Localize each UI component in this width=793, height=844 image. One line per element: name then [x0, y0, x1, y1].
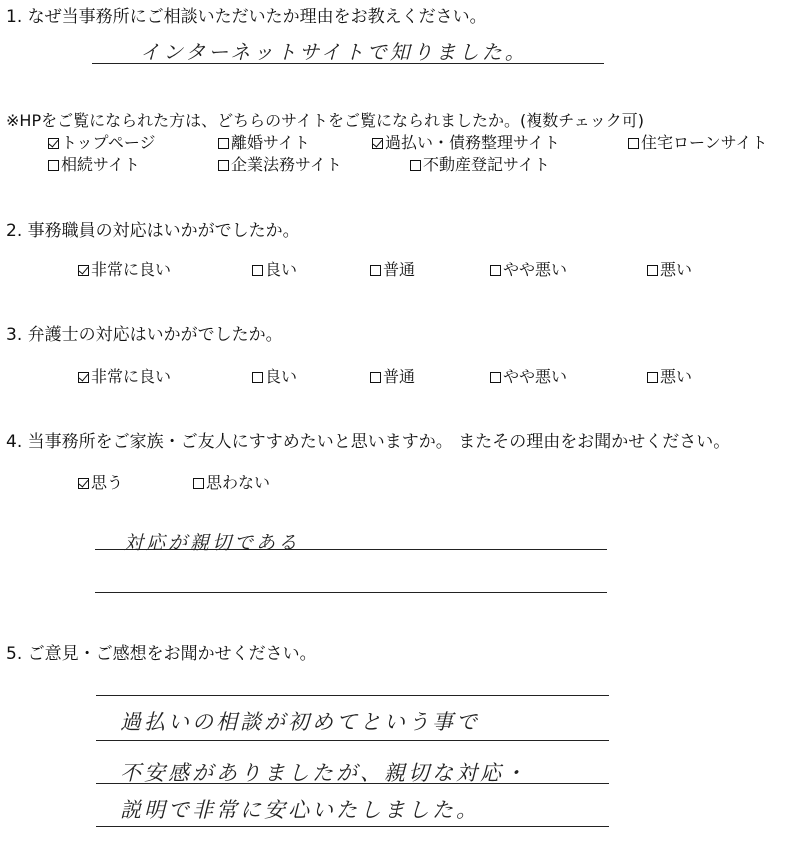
q3-option-average[interactable] [370, 364, 415, 387]
q4-question: 4. 当事務所をご家族・ご友人にすすめたいと思いますか。 またその理由をお聞かせください。 [6, 432, 731, 452]
hp-question: ※HPをご覧になられた方は、どちらのサイトをご覧になられましたか。(複数チェック可) [6, 111, 644, 130]
option-label: やや悪い [503, 367, 568, 386]
option-label: 思う [91, 473, 124, 492]
checkbox[interactable] [48, 160, 59, 171]
checkbox[interactable] [647, 372, 658, 383]
hp-option-housing-loan[interactable] [628, 130, 768, 153]
option-label: 悪い [660, 260, 693, 279]
q2-option-bad[interactable] [647, 257, 692, 280]
q2-option-somewhat-bad[interactable] [490, 257, 567, 280]
checkbox[interactable] [252, 372, 263, 383]
q5-answer-line-3 [96, 783, 609, 784]
option-label: 非常に良い [91, 367, 172, 386]
option-label: 住宅ローンサイト [641, 133, 768, 152]
q1-question: 1. なぜ当事務所にご相談いただいたか理由をお教えください。 [6, 7, 487, 27]
checkbox[interactable] [647, 265, 658, 276]
q3-option-very-good[interactable] [78, 364, 171, 387]
checkbox[interactable] [218, 160, 229, 171]
checkbox[interactable] [78, 372, 89, 383]
hp-option-inheritance[interactable] [48, 152, 140, 175]
option-label: 思わない [206, 473, 271, 492]
checkbox[interactable] [490, 265, 501, 276]
checkbox[interactable] [490, 372, 501, 383]
checkbox[interactable] [410, 160, 421, 171]
q2-option-average[interactable] [370, 257, 415, 280]
option-label: 普通 [383, 367, 416, 386]
option-label: 非常に良い [91, 260, 172, 279]
q2-option-very-good[interactable] [78, 257, 171, 280]
checkbox[interactable] [78, 478, 89, 489]
option-label: 良い [265, 367, 298, 386]
q1-answer-line [92, 63, 604, 64]
q3-option-bad[interactable] [647, 364, 692, 387]
checkbox[interactable] [252, 265, 263, 276]
option-label: 普通 [383, 260, 416, 279]
hp-option-real-estate[interactable] [410, 152, 550, 175]
q4-answer-line-1 [95, 549, 607, 550]
q3-option-somewhat-bad[interactable] [490, 364, 567, 387]
hp-option-divorce[interactable] [218, 130, 310, 153]
q3-question: 3. 弁護士の対応はいかがでしたか。 [6, 325, 283, 345]
hp-option-debt[interactable] [372, 130, 560, 153]
checkbox[interactable] [370, 265, 381, 276]
q3-option-good[interactable] [252, 364, 297, 387]
checkbox[interactable] [78, 265, 89, 276]
option-label: 悪い [660, 367, 693, 386]
option-label: トップページ [61, 133, 156, 152]
option-label: 良い [265, 260, 298, 279]
q4-answer: 対応が親切である [124, 532, 301, 554]
q5-answer-line-text-1: 過払いの相談が初めてという事で [120, 710, 480, 734]
option-label: やや悪い [503, 260, 568, 279]
q4-option-no[interactable] [193, 470, 270, 493]
checkbox[interactable] [48, 138, 59, 149]
q5-answer-line-2 [96, 740, 609, 741]
hp-option-top-page[interactable] [48, 130, 156, 153]
option-label: 離婚サイト [231, 133, 310, 152]
checkbox[interactable] [218, 138, 229, 149]
q1-answer: インターネットサイトで知りました。 [140, 40, 528, 64]
checkbox[interactable] [628, 138, 639, 149]
option-label: 企業法務サイト [231, 155, 342, 174]
q2-question: 2. 事務職員の対応はいかがでしたか。 [6, 221, 300, 241]
checkbox[interactable] [370, 372, 381, 383]
q4-answer-line-2 [95, 592, 607, 593]
q5-answer-line-4 [96, 826, 609, 827]
option-label: 不動産登記サイト [423, 155, 550, 174]
hp-option-corporate[interactable] [218, 152, 342, 175]
q5-answer-line-text-2: 不安感がありましたが、親切な対応・ [120, 761, 528, 785]
q2-option-good[interactable] [252, 257, 297, 280]
option-label: 過払い・債務整理サイト [385, 133, 560, 152]
q5-question: 5. ご意見・ご感想をお聞かせください。 [6, 644, 317, 664]
option-label: 相続サイト [61, 155, 140, 174]
checkbox[interactable] [372, 138, 383, 149]
checkbox[interactable] [193, 478, 204, 489]
q5-answer-line-1 [96, 695, 609, 696]
q5-answer-line-text-3: 説明で非常に安心いたしました。 [120, 798, 480, 822]
q4-option-yes[interactable] [78, 470, 123, 493]
